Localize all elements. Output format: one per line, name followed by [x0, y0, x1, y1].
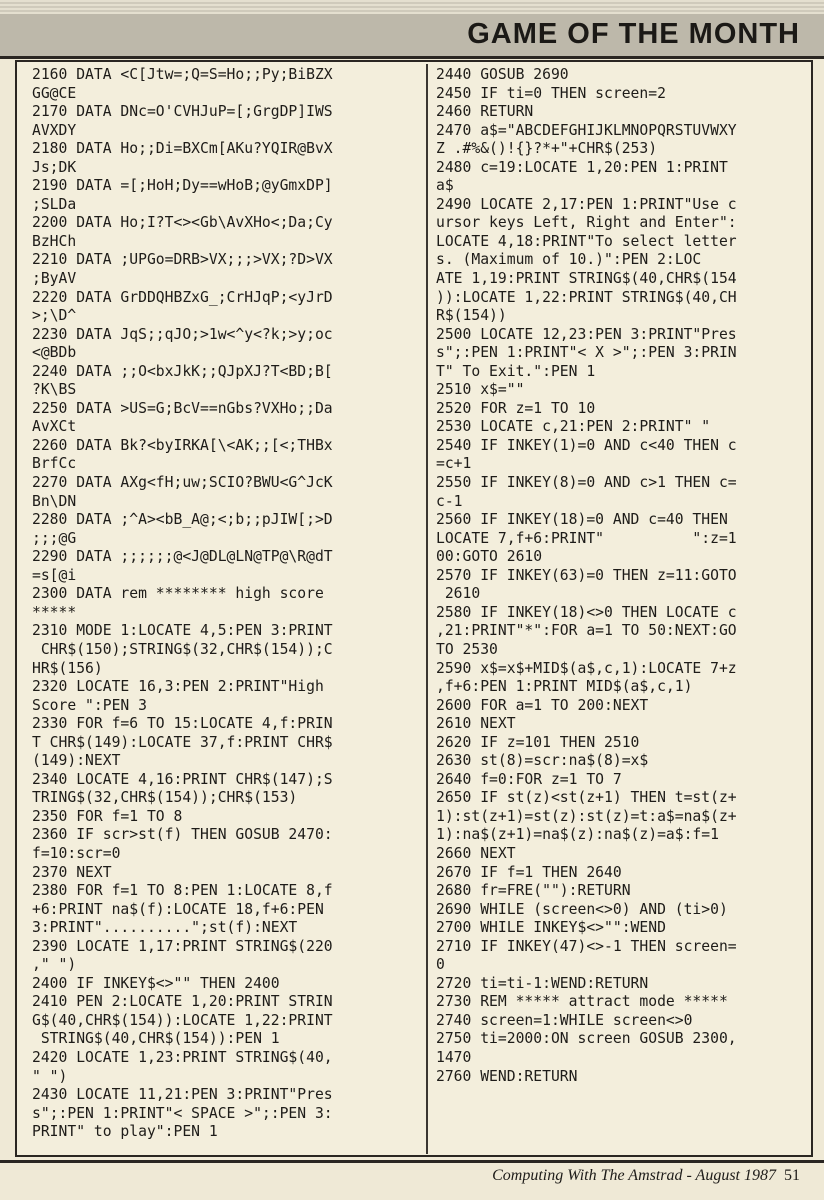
column-divider — [426, 64, 428, 1154]
code-line: 2530 LOCATE c,21:PEN 2:PRINT" " — [436, 418, 711, 436]
code-line: 2450 IF ti=0 THEN screen=2 — [436, 84, 666, 102]
code-line: ,21:PRINT"*":FOR a=1 TO 50:NEXT:GO — [436, 622, 737, 640]
code-line: HR$(156) — [32, 659, 103, 677]
code-line: ," ") — [32, 956, 77, 974]
code-line: 2470 a$="ABCDEFGHIJKLMNOPQRSTUVWXY — [436, 121, 737, 139]
code-line: Bn\DN — [32, 492, 77, 510]
code-line: 2710 IF INKEY(47)<>-1 THEN screen= — [436, 937, 737, 955]
code-line: G$(40,CHR$(154)):LOCATE 1,22:PRINT — [32, 1011, 333, 1029]
code-line: s";:PEN 1:PRINT"< X >";:PEN 3:PRIN — [436, 344, 737, 362]
code-line: 2540 IF INKEY(1)=0 AND c<40 THEN c — [436, 436, 737, 454]
code-line: 2600 FOR a=1 TO 200:NEXT — [436, 696, 649, 714]
code-line: AVXDY — [32, 121, 77, 139]
code-line: 2620 IF z=101 THEN 2510 — [436, 733, 640, 751]
code-line: 2690 WHILE (screen<>0) AND (ti>0) — [436, 900, 728, 918]
code-line: R$(154)) — [436, 307, 507, 325]
code-line: 2380 FOR f=1 TO 8:PEN 1:LOCATE 8,f — [32, 882, 333, 900]
code-line: Js;DK — [32, 158, 77, 176]
code-line: 2270 DATA AXg<fH;uw;SCIO?BWU<G^JcK — [32, 474, 333, 492]
code-line: >;\D^ — [32, 307, 77, 325]
code-line: 2490 LOCATE 2,17:PEN 1:PRINT"Use c — [436, 195, 737, 213]
code-line: CHR$(150);STRING$(32,CHR$(154));C — [32, 640, 333, 658]
code-line: 2310 MODE 1:LOCATE 4,5:PEN 3:PRINT — [32, 622, 333, 640]
code-line: 2560 IF INKEY(18)=0 AND c=40 THEN — [436, 511, 728, 529]
code-line: Score ":PEN 3 — [32, 696, 147, 714]
code-line: 2480 c=19:LOCATE 1,20:PEN 1:PRINT — [436, 158, 728, 176]
code-line: AvXCt — [32, 418, 77, 436]
code-line: ?K\BS — [32, 381, 77, 399]
code-line: ;;;@G — [32, 529, 77, 547]
code-line: 1470 — [436, 1048, 472, 1066]
code-line: 2720 ti=ti-1:WEND:RETURN — [436, 974, 649, 992]
header-banner — [0, 14, 824, 59]
code-line: c-1 — [436, 492, 463, 510]
code-line: 2430 LOCATE 11,21:PEN 3:PRINT"Pres — [32, 1086, 333, 1104]
code-line: ,f+6:PEN 1:PRINT MID$(a$,c,1) — [436, 678, 693, 696]
code-line: 2700 WHILE INKEY$<>"":WEND — [436, 919, 666, 937]
code-line: BzHCh — [32, 232, 77, 250]
code-line: TRING$(32,CHR$(154));CHR$(153) — [32, 789, 298, 807]
code-line: 2170 DATA DNc=O'CVHJuP=[;GrgDP]IWS — [32, 103, 333, 121]
code-line: 0 — [436, 956, 445, 974]
code-line: 2680 fr=FRE(""):RETURN — [436, 882, 631, 900]
code-line: Z .#%&()!{}?*+"+CHR$(253) — [436, 140, 658, 158]
code-line: 2370 NEXT — [32, 863, 112, 881]
code-line: 2280 DATA ;^A><bB_A@;<;b;;pJIW[;>D — [32, 511, 333, 529]
listing-left-column — [32, 66, 422, 1142]
code-line: T CHR$(149):LOCATE 37,f:PRINT CHR$ — [32, 733, 333, 751]
code-line: 2190 DATA =[;HoH;Dy==wHoB;@yGmxDP] — [32, 177, 333, 195]
code-line: ATE 1,19:PRINT STRING$(40,CHR$(154 — [436, 270, 737, 288]
code-line: 2460 RETURN — [436, 103, 534, 121]
code-line: 2760 WEND:RETURN — [436, 1067, 578, 1085]
code-line: s";:PEN 1:PRINT"< SPACE >";:PEN 3: — [32, 1104, 333, 1122]
code-line: 2730 REM ***** attract mode ***** — [436, 993, 728, 1011]
code-line: 2320 LOCATE 16,3:PEN 2:PRINT"High — [32, 678, 324, 696]
code-line: 2610 NEXT — [436, 715, 516, 733]
code-line: 2240 DATA ;;O<bxJkK;;QJpXJ?T<BD;B[ — [32, 362, 333, 380]
code-line: 2410 PEN 2:LOCATE 1,20:PRINT STRIN — [32, 993, 333, 1011]
code-line: 3:PRINT"..........";st(f):NEXT — [32, 919, 298, 937]
code-line: 2590 x$=x$+MID$(a$,c,1):LOCATE 7+z — [436, 659, 737, 677]
code-line: 2400 IF INKEY$<>"" THEN 2400 — [32, 974, 280, 992]
code-line: 00:GOTO 2610 — [436, 548, 543, 566]
code-line: a$ — [436, 177, 454, 195]
code-line: ***** — [32, 603, 77, 621]
code-line: 2220 DATA GrDDQHBZxG_;CrHJqP;<yJrD — [32, 288, 333, 306]
code-line: 2250 DATA >US=G;BcV==nGbs?VXHo;;Da — [32, 399, 333, 417]
code-line: TO 2530 — [436, 640, 498, 658]
code-line: 2390 LOCATE 1,17:PRINT STRING$(220 — [32, 937, 333, 955]
code-line: (149):NEXT — [32, 752, 121, 770]
code-line: s. (Maximum of 10.)":PEN 2:LOC — [436, 251, 702, 269]
code-line: +6:PRINT na$(f):LOCATE 18,f+6:PEN — [32, 900, 324, 918]
code-line: 2230 DATA JqS;;qJO;>1w<^y<?k;>y;oc — [32, 325, 333, 343]
code-line: 2200 DATA Ho;I?T<><Gb\AvXHo<;Da;Cy — [32, 214, 333, 232]
code-line: 2650 IF st(z)<st(z+1) THEN t=st(z+ — [436, 789, 737, 807]
section-title: GAME OF THE MONTH — [467, 18, 800, 50]
code-line: 2440 GOSUB 2690 — [436, 66, 569, 83]
code-line: 2160 DATA <C[Jtw=;Q=S=Ho;;Py;BiBZX — [32, 66, 333, 83]
code-line: 2750 ti=2000:ON screen GOSUB 2300, — [436, 1030, 737, 1048]
code-line: 2290 DATA ;;;;;;@<J@DL@LN@TP@\R@dT — [32, 548, 333, 566]
code-line: 2740 screen=1:WHILE screen<>0 — [436, 1011, 693, 1029]
code-line: STRING$(40,CHR$(154)):PEN 1 — [32, 1030, 280, 1048]
code-line: )):LOCATE 1,22:PRINT STRING$(40,CH — [436, 288, 737, 306]
code-line: 2300 DATA rem ******** high score — [32, 585, 324, 603]
code-line: BrfCc — [32, 455, 77, 473]
code-line: ;ByAV — [32, 270, 77, 288]
code-line: 2210 DATA ;UPGo=DRB>VX;;;>VX;?D>VX — [32, 251, 333, 269]
code-line: 2670 IF f=1 THEN 2640 — [436, 863, 622, 881]
code-line: 2500 LOCATE 12,23:PEN 3:PRINT"Pres — [436, 325, 737, 343]
code-line: 2520 FOR z=1 TO 10 — [436, 399, 596, 417]
code-line: 2570 IF INKEY(63)=0 THEN z=11:GOTO — [436, 566, 737, 584]
code-line: <@BDb — [32, 344, 77, 362]
code-line: LOCATE 4,18:PRINT"To select letter — [436, 232, 737, 250]
code-line: =s[@i — [32, 566, 77, 584]
code-line: ;SLDa — [32, 195, 77, 213]
code-line: GG@CE — [32, 84, 77, 102]
code-line: 2420 LOCATE 1,23:PRINT STRING$(40, — [32, 1048, 333, 1066]
code-line: 2260 DATA Bk?<byIRKA[\<AK;;[<;THBx — [32, 436, 333, 454]
code-line: 2510 x$="" — [436, 381, 525, 399]
code-line: 1):st(z+1)=st(z):st(z)=t:a$=na$(z+ — [436, 807, 737, 825]
code-line: 2340 LOCATE 4,16:PRINT CHR$(147);S — [32, 770, 333, 788]
footer-rule — [0, 1160, 824, 1163]
code-line: 2330 FOR f=6 TO 15:LOCATE 4,f:PRIN — [32, 715, 333, 733]
code-line: =c+1 — [436, 455, 472, 473]
code-line: T" To Exit.":PEN 1 — [436, 362, 596, 380]
code-line: 1):na$(z+1)=na$(z):na$(z)=a$:f=1 — [436, 826, 719, 844]
code-line: 2630 st(8)=scr:na$(8)=x$ — [436, 752, 649, 770]
listing-right-column — [436, 66, 808, 1086]
code-line: " ") — [32, 1067, 68, 1085]
page-number: 51 — [784, 1167, 800, 1184]
code-line: LOCATE 7,f+6:PRINT" ":z=1 — [436, 529, 737, 547]
code-line: 2350 FOR f=1 TO 8 — [32, 807, 183, 825]
code-line: 2660 NEXT — [436, 844, 516, 862]
code-line: PRINT" to play":PEN 1 — [32, 1123, 218, 1141]
code-line: 2550 IF INKEY(8)=0 AND c>1 THEN c= — [436, 474, 737, 492]
code-line: 2610 — [436, 585, 481, 603]
page-footer — [492, 1167, 800, 1185]
code-line: 2640 f=0:FOR z=1 TO 7 — [436, 770, 622, 788]
code-line: 2580 IF INKEY(18)<>0 THEN LOCATE c — [436, 603, 737, 621]
code-line: 2180 DATA Ho;;Di=BXCm[AKu?YQIR@BvX — [32, 140, 333, 158]
publication-name: Computing With The Amstrad - August 1987 — [492, 1167, 776, 1184]
code-line: 2360 IF scr>st(f) THEN GOSUB 2470: — [32, 826, 333, 844]
code-line: ursor keys Left, Right and Enter": — [436, 214, 737, 232]
code-line: f=10:scr=0 — [32, 844, 121, 862]
